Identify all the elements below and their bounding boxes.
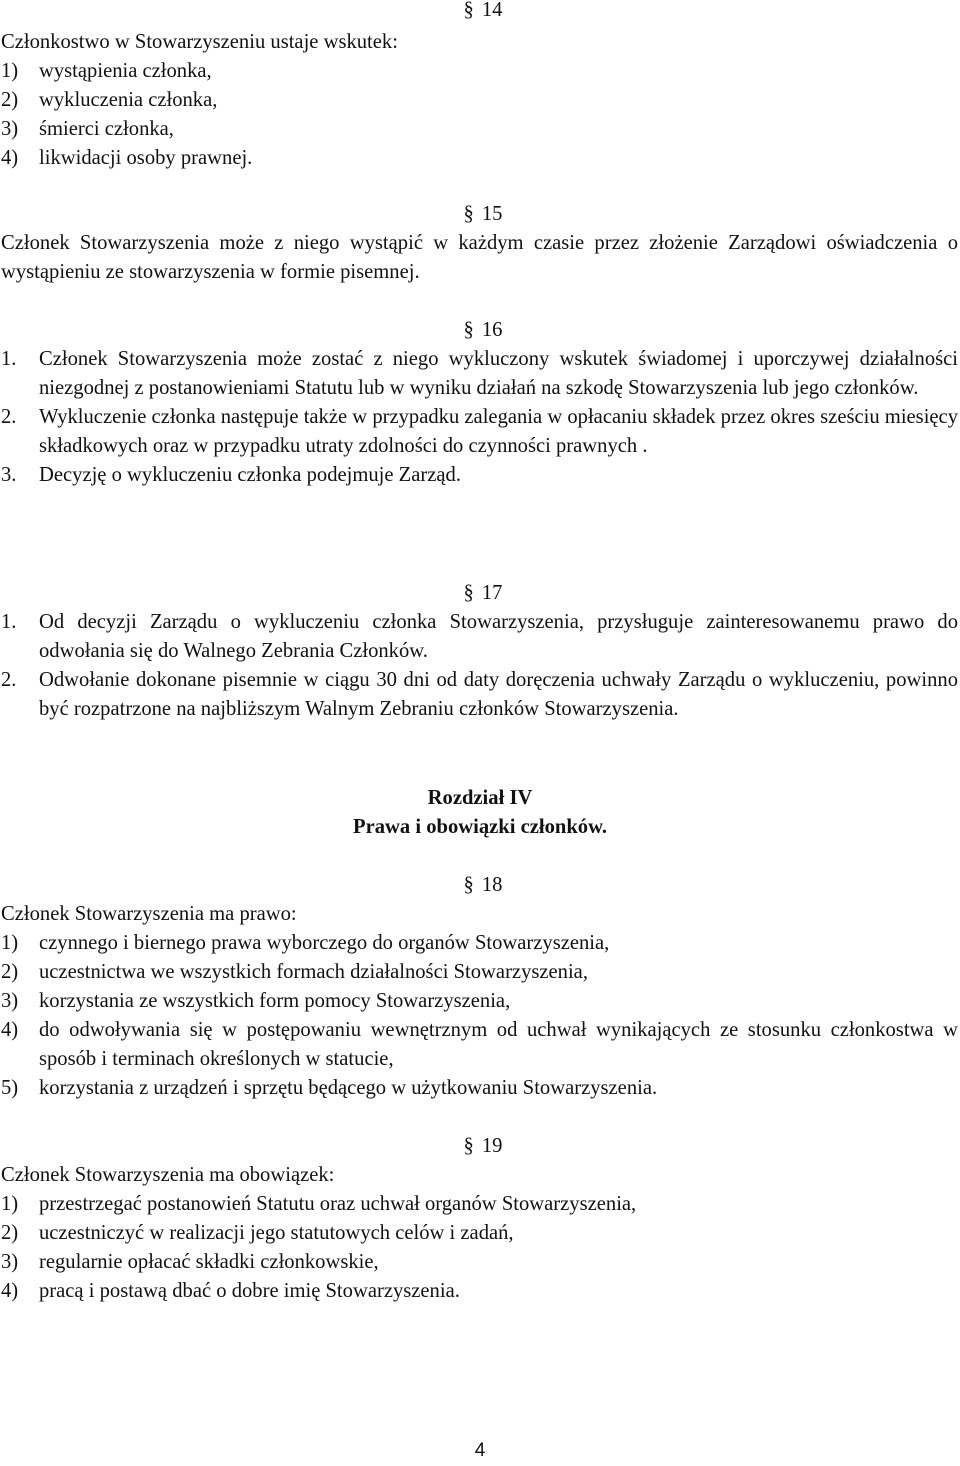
list-item: 1. Od decyzji Zarządu o wykluczeniu członka Stowarzyszenia, przysługuje zainteresowanemu prawo do odwołania się do Walnego Zebrania Członków.: [1, 611, 958, 662]
section-18-intro: Członek Stowarzyszenia ma prawo:: [1, 903, 297, 925]
list-item: 3) korzystania ze wszystkich form pomocy Stowarzyszenia,: [1, 990, 511, 1012]
list-item: 2) uczestniczyć w realizacji jego statutowych celów i zadań,: [1, 1222, 514, 1244]
section-18-list: [1, 929, 958, 1103]
section-sign-icon: §: [463, 1135, 474, 1157]
section-18-heading: § 18: [463, 874, 503, 896]
section-14-heading: § 14: [463, 0, 503, 21]
section-sign-icon: §: [463, 582, 474, 604]
chapter-title: Rozdział IV: [427, 787, 533, 809]
list-item: 4) pracą i postawą dbać o dobre imię Stowarzyszenia.: [1, 1280, 460, 1302]
section-14-list: [1, 57, 958, 173]
section-sign-icon: §: [463, 203, 474, 225]
list-item: 1) wystąpienia członka,: [1, 60, 212, 82]
list-item: 2. Odwołanie dokonane pisemnie w ciągu 30 dni od daty doręczenia uchwały Zarządu o wykluczeniu, powinno być rozpatrzone na najbliższym Walnym Zebraniu członków Stowarzyszenia.: [1, 669, 958, 720]
section-16-list: [1, 345, 958, 490]
section-sign-icon: §: [463, 319, 474, 341]
list-item: 4) likwidacji osoby prawnej.: [1, 147, 253, 169]
section-15-heading: § 15: [463, 203, 503, 225]
list-item: 2. Wykluczenie członka następuje także w przypadku zalegania w opłacaniu składek przez okres sześciu miesięcy składkowych oraz w przypadku utraty zdolności do czynności prawnych .: [1, 406, 958, 457]
list-item: 3) śmierci członka,: [1, 118, 174, 140]
section-17-list: [1, 608, 958, 724]
list-item: 1) czynnego i biernego prawa wyborczego do organów Stowarzyszenia,: [1, 932, 610, 954]
list-item: 1. Członek Stowarzyszenia może zostać z niego wykluczony wskutek świadomej i uporczywej działalności niezgodnej z postanowieniami Statutu lub w wyniku działań na szkodę Stowarzyszenia lub jego członków.: [1, 348, 958, 399]
section-17-heading: § 17: [463, 582, 503, 604]
list-item: 5) korzystania z urządzeń i sprzętu będącego w użytkowaniu Stowarzyszenia.: [1, 1077, 658, 1099]
chapter-subtitle: Prawa i obowiązki członków.: [353, 816, 607, 838]
list-item: 4) do odwoływania się w postępowaniu wewnętrznym od uchwał wynikających ze stosunku członkostwa w sposób i terminach określonych w statucie,: [1, 1019, 958, 1070]
list-item: 3) regularnie opłacać składki członkowskie,: [1, 1251, 379, 1273]
section-sign-icon: §: [463, 0, 474, 21]
list-item: 2) uczestnictwa we wszystkich formach działalności Stowarzyszenia,: [1, 961, 588, 983]
page-number: 4: [474, 1440, 486, 1461]
list-item: 3. Decyzję o wykluczeniu członka podejmuje Zarząd.: [1, 464, 461, 486]
section-sign-icon: §: [463, 874, 474, 896]
list-item: 1) przestrzegać postanowień Statutu oraz uchwał organów Stowarzyszenia,: [1, 1193, 637, 1215]
list-item: 2) wykluczenia członka,: [1, 89, 218, 111]
section-19-list: [1, 1190, 958, 1306]
section-19-intro: Członek Stowarzyszenia ma obowiązek:: [1, 1164, 335, 1186]
section-14-intro: Członkostwo w Stowarzyszeniu ustaje wskutek:: [1, 31, 398, 53]
section-19-heading: § 19: [463, 1135, 503, 1157]
section-16-heading: § 16: [463, 319, 503, 341]
section-15-text: Członek Stowarzyszenia może z niego wystąpić w każdym czasie przez złożenie Zarządowi oświadczenia o wystąpieniu ze stowarzyszenia w formie pisemnej.: [1, 232, 958, 283]
